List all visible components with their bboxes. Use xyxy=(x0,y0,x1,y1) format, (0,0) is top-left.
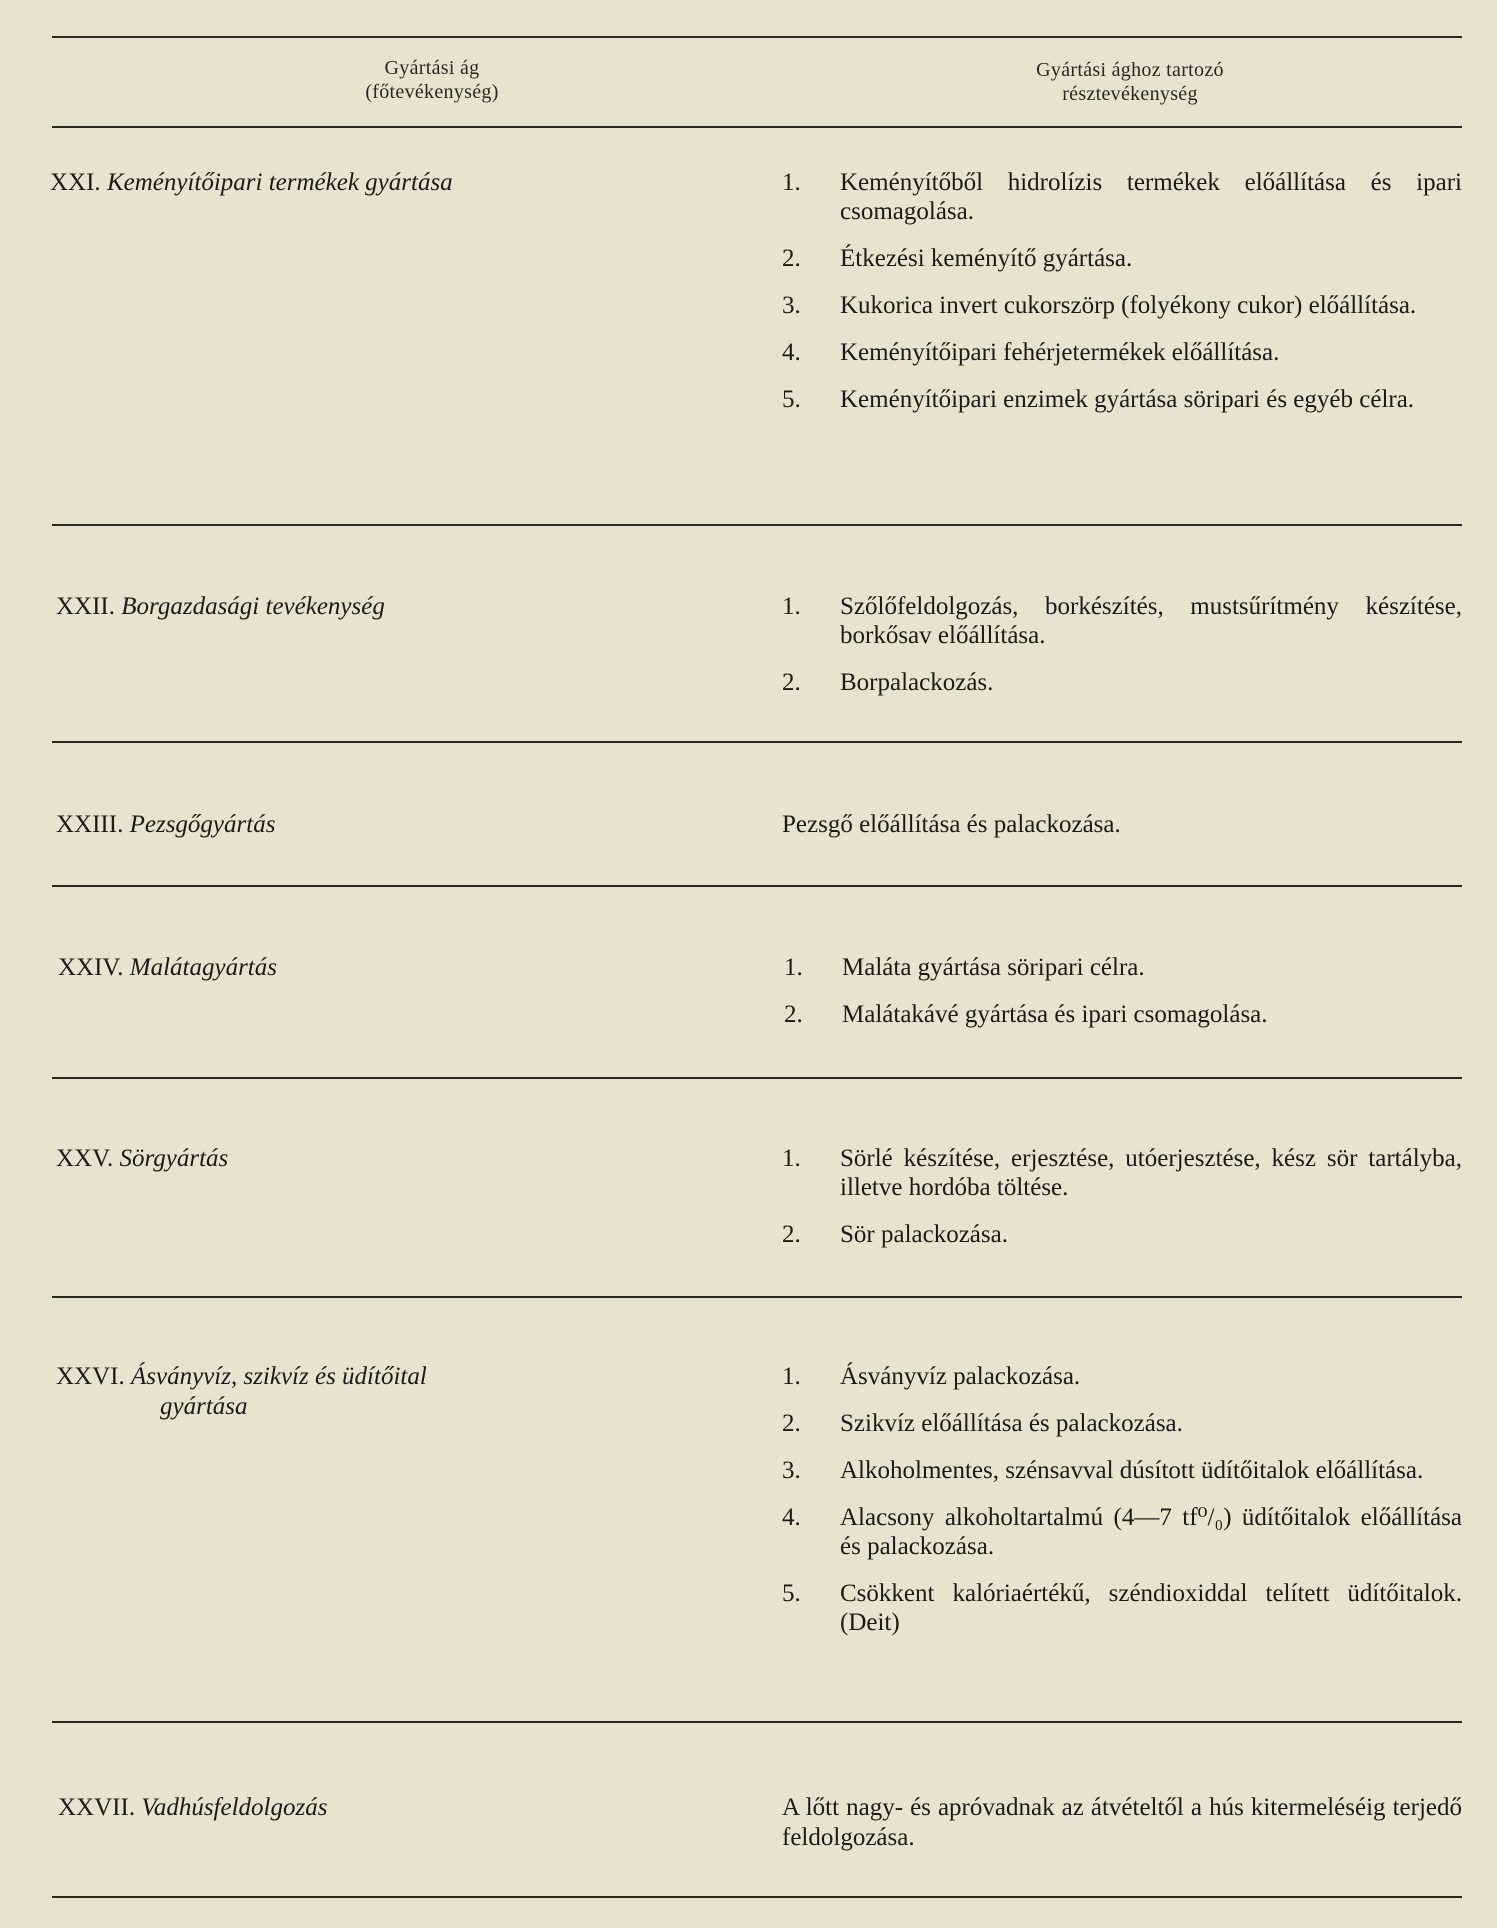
activity-list xyxy=(782,1144,1462,1267)
branch-number: XXII. xyxy=(56,593,116,620)
item-number: 5. xyxy=(782,1580,801,1607)
item-number: 4. xyxy=(782,339,801,366)
item-text: Csökkent kalóriaértékű, széndioxiddal telített üdítőitalok. (Deit) xyxy=(840,1580,1462,1636)
item-number: 2. xyxy=(784,1001,803,1028)
item-text: Alacsony alkoholtartalmú (4—7 tf⁰/₀) üdítőitalok előállítása és palackozása. xyxy=(840,1504,1462,1560)
item-number: 4. xyxy=(782,1504,801,1531)
item-number: 2. xyxy=(782,1410,801,1437)
header-sub-activity xyxy=(930,58,1330,106)
bottom-rule xyxy=(52,1896,1462,1898)
list-item xyxy=(782,1220,1462,1249)
item-text: Szikvíz előállítása és palackozása. xyxy=(840,1410,1183,1437)
list-item xyxy=(782,291,1462,320)
branch-cell xyxy=(56,592,616,622)
branch-title: Malátagyártás xyxy=(129,954,277,981)
list-item xyxy=(782,385,1462,414)
activity-text: A lőtt nagy- és apróvadnak az átvételtől a hús kitermeléséig terjedő feldolgozása. xyxy=(782,1794,1462,1851)
branch-number: XXI. xyxy=(50,169,101,196)
branch-cell xyxy=(50,168,610,198)
item-text: Ásványvíz palackozása. xyxy=(840,1363,1081,1390)
header-col1-line2: (főtevékenység) xyxy=(365,81,499,103)
row-divider xyxy=(52,1296,1462,1298)
item-number: 2. xyxy=(782,1221,801,1248)
list-item xyxy=(782,338,1462,367)
branch-number: XXVII. xyxy=(58,1794,136,1821)
item-text: Keményítőipari enzimek gyártása söripari és egyéb célra. xyxy=(840,386,1415,413)
activity-list xyxy=(782,168,1462,432)
item-text: Keményítőből hidrolízis termékek előállítása és ipari csomagolása. xyxy=(840,169,1462,225)
item-number: 3. xyxy=(782,1457,801,1484)
item-text: Szőlőfeldolgozás, borkészítés, mustsűrítmény készítése, borkősav előállítása. xyxy=(840,593,1462,649)
header-col1-line1: Gyártási ág xyxy=(384,57,480,79)
row-divider xyxy=(52,524,1462,526)
row-divider xyxy=(52,885,1462,887)
activity-list xyxy=(782,1362,1462,1655)
branch-title: Sörgyártás xyxy=(119,1145,229,1172)
list-item xyxy=(782,1456,1462,1485)
branch-title: Vadhúsfeldolgozás xyxy=(141,1794,328,1821)
branch-number: XXIV. xyxy=(58,954,124,981)
header-col2-line1: Gyártási ághoz tartozó xyxy=(1036,59,1224,81)
item-number: 2. xyxy=(782,669,801,696)
item-number: 1. xyxy=(782,1363,801,1390)
list-item xyxy=(782,168,1462,226)
header-col2-line2: résztevékenység xyxy=(1062,83,1198,105)
branch-cell xyxy=(58,953,618,983)
top-rule xyxy=(52,36,1462,38)
item-number: 1. xyxy=(782,169,801,196)
list-item xyxy=(782,592,1462,650)
header-rule xyxy=(52,126,1462,128)
list-item xyxy=(782,668,1462,697)
list-item xyxy=(784,1000,1464,1029)
list-item xyxy=(782,1362,1462,1391)
item-number: 2. xyxy=(782,245,801,272)
item-number: 5. xyxy=(782,386,801,413)
item-text: Étkezési keményítő gyártása. xyxy=(840,245,1133,272)
item-number: 1. xyxy=(782,593,801,620)
list-item xyxy=(782,1409,1462,1438)
activity-list xyxy=(782,592,1462,715)
branch-number: XXIII. xyxy=(56,811,124,838)
item-text: Sör palackozása. xyxy=(840,1221,1008,1248)
branch-title-continuation: gyártása xyxy=(160,1393,248,1420)
list-item xyxy=(782,1503,1462,1561)
branch-cell xyxy=(56,810,616,840)
row-divider xyxy=(52,741,1462,743)
branch-cell xyxy=(56,1144,616,1174)
item-text: Borpalackozás. xyxy=(840,669,994,696)
item-text: Keményítőipari fehérjetermékek előállítása. xyxy=(840,339,1280,366)
row-divider xyxy=(52,1077,1462,1079)
item-number: 1. xyxy=(782,1145,801,1172)
list-item xyxy=(782,244,1462,273)
item-text: Maláta gyártása söripari célra. xyxy=(842,954,1145,981)
item-number: 3. xyxy=(782,292,801,319)
item-number: 1. xyxy=(784,954,803,981)
branch-title: Borgazdasági tevékenység xyxy=(121,593,385,620)
branch-title: Keményítőipari termékek gyártása xyxy=(106,169,453,196)
list-item xyxy=(782,1144,1462,1202)
header-main-activity xyxy=(262,56,602,104)
list-item xyxy=(782,1579,1462,1637)
item-text: Malátakávé gyártása és ipari csomagolása. xyxy=(842,1001,1268,1028)
activity-text: Pezsgő előállítása és palackozása. xyxy=(782,811,1121,838)
branch-title: Pezsgőgyártás xyxy=(129,811,276,838)
branch-cell xyxy=(58,1793,618,1823)
branch-number: XXVI. xyxy=(56,1363,125,1390)
list-item xyxy=(784,953,1464,982)
item-text: Kukorica invert cukorszörp (folyékony cukor) előállítása. xyxy=(840,292,1417,319)
branch-title: Ásványvíz, szikvíz és üdítőital xyxy=(131,1363,427,1390)
item-text: Sörlé készítése, erjesztése, utóerjesztése, kész sör tartályba, illetve hordóba töltése. xyxy=(840,1145,1462,1201)
row-divider xyxy=(52,1721,1462,1723)
item-text: Alkoholmentes, szénsavval dúsított üdítőitalok előállítása. xyxy=(840,1457,1424,1484)
branch-cell xyxy=(56,1362,616,1422)
activity-list xyxy=(784,953,1464,1047)
branch-number: XXV. xyxy=(56,1145,114,1172)
